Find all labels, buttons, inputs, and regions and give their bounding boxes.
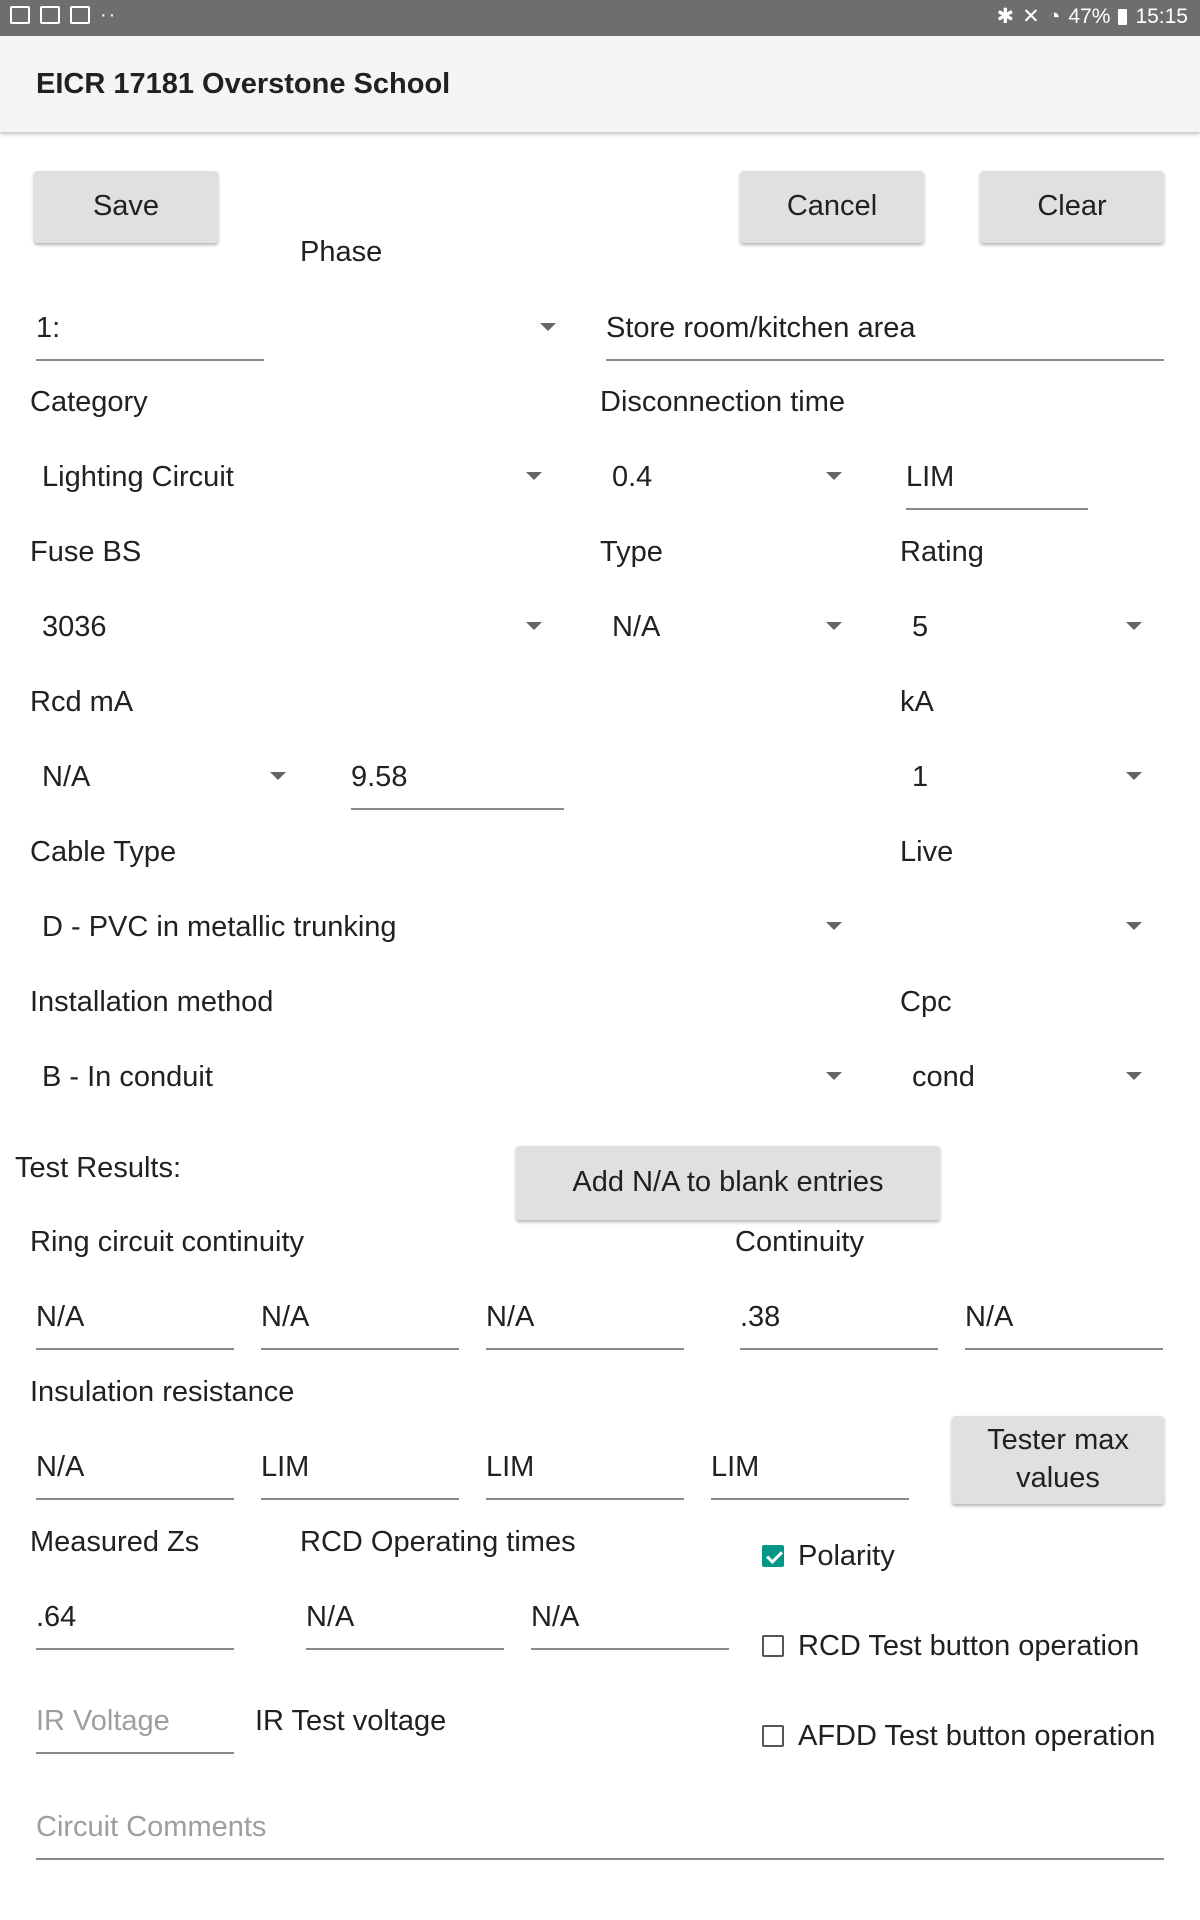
field-underline [531,1648,729,1650]
chevron-down-icon [826,922,842,930]
measured-zs-value: .64 [36,1601,77,1633]
chevron-down-icon [526,622,542,630]
chevron-down-icon [1126,922,1142,930]
insulation-resistance-label: Insulation resistance [30,1376,295,1408]
installation-method-label: Installation method [30,986,274,1018]
image-icon [10,6,30,24]
live-dropdown[interactable] [900,906,1150,960]
installation-method-value: B - In conduit [42,1061,213,1093]
insulation-resistance-field-4[interactable] [711,1446,909,1502]
ring-continuity-field-3[interactable] [486,1296,684,1352]
rcd-operating-time-value-2: N/A [531,1601,580,1633]
category-label: Category [30,386,148,418]
field-underline [36,1498,234,1500]
lim-underline [906,508,1088,510]
type-dropdown[interactable] [600,606,850,660]
rcd-test-button-label: RCD Test button operation [798,1630,1140,1662]
mail-icon [40,6,60,24]
rating-value: 5 [912,611,929,643]
chevron-down-icon [1126,1072,1142,1080]
disconnection-time-label: Disconnection time [600,386,845,418]
rcd-ma-dropdown[interactable] [30,756,294,810]
field-underline [965,1348,1163,1350]
insulation-resistance-value-2: LIM [261,1451,310,1483]
page-title: EICR 17181 Overstone School [36,68,451,100]
polarity-checkbox-row[interactable] [760,1538,1160,1578]
circuit-description-value: Store room/kitchen area [606,312,916,344]
clear-button[interactable]: Clear [980,171,1164,243]
field-underline [261,1498,459,1500]
tester-max-values-button[interactable]: Tester max values [952,1416,1164,1504]
insulation-resistance-value-3: LIM [486,1451,535,1483]
more-icon: ·· [100,4,118,26]
circuit-comments-placeholder: Circuit Comments [36,1811,267,1843]
ring-continuity-value-3: N/A [486,1301,535,1333]
add-na-button[interactable]: Add N/A to blank entries [516,1146,940,1220]
ring-continuity-field-2[interactable] [261,1296,459,1352]
fuse-bs-label: Fuse BS [30,536,142,568]
field-underline [740,1348,938,1350]
polarity-label: Polarity [798,1540,895,1572]
phase-label: Phase [300,236,383,268]
rcd-operating-time-value-1: N/A [306,1601,355,1633]
afdd-test-button-checkbox[interactable] [762,1725,784,1747]
chevron-down-icon [1126,622,1142,630]
measured-zs-field[interactable] [36,1596,234,1652]
category-dropdown[interactable] [30,456,550,510]
rating-dropdown[interactable] [900,606,1150,660]
circuit-comments-field[interactable] [36,1806,1164,1862]
rcd-operating-time-field-2[interactable] [531,1596,729,1652]
continuity-field-1[interactable] [740,1296,938,1352]
cpc-dropdown[interactable] [900,1056,1150,1110]
circuit-description-field[interactable] [606,305,1164,365]
status-bar [0,0,1200,36]
chevron-down-icon [826,1072,842,1080]
rcd-value: 9.58 [351,761,408,793]
type-label: Type [600,536,663,568]
polarity-checkbox[interactable] [762,1545,784,1567]
rating-label: Rating [900,536,984,568]
phase-dropdown[interactable] [36,305,566,365]
chevron-down-icon [826,622,842,630]
afdd-test-button-label: AFDD Test button operation [798,1720,1156,1752]
wifi-icon: ◔ [1047,4,1061,28]
app-bar [0,36,1200,132]
field-underline [36,1752,234,1754]
rcd-operating-times-label: RCD Operating times [300,1526,576,1558]
insulation-resistance-field-3[interactable] [486,1446,684,1502]
disconnection-time-dropdown[interactable] [600,456,850,510]
ka-label: kA [900,686,934,718]
ir-voltage-placeholder: IR Voltage [36,1705,170,1737]
fuse-bs-value: 3036 [42,611,107,643]
bluetooth-icon: ✱ [996,5,1015,28]
field-underline [486,1498,684,1500]
installation-method-dropdown[interactable] [30,1056,850,1110]
test-results-heading: Test Results: [15,1152,181,1184]
continuity-field-2[interactable] [965,1296,1163,1352]
cable-type-label: Cable Type [30,836,177,868]
phase-underline [36,359,264,361]
chevron-down-icon [540,323,556,331]
rcd-operating-time-field-1[interactable] [306,1596,504,1652]
circuit-description-underline [606,359,1164,361]
battery-percent: 47% [1068,4,1111,28]
disconnection-time-value: 0.4 [612,461,653,493]
cpc-value: cond [912,1061,975,1093]
clock: 15:15 [1135,4,1188,28]
chevron-down-icon [526,472,542,480]
ir-test-voltage-label: IR Test voltage [255,1705,447,1737]
rcd-value-field[interactable] [351,756,564,812]
ir-voltage-field[interactable] [36,1700,234,1756]
phase-value: 1: [36,312,61,344]
ring-continuity-value-1: N/A [36,1301,85,1333]
mail-icon [70,6,90,24]
rcd-value-underline [351,808,564,810]
cable-type-value: D - PVC in metallic trunking [42,911,397,943]
continuity-label: Continuity [735,1226,864,1258]
save-button[interactable]: Save [34,171,218,243]
mute-icon: ✕ [1022,5,1040,28]
cable-type-dropdown[interactable] [30,906,850,960]
rcd-test-button-checkbox[interactable] [762,1635,784,1657]
insulation-resistance-field-1[interactable] [36,1446,234,1502]
lim-value: LIM [906,461,955,493]
rcd-test-button-checkbox-row[interactable] [760,1628,1180,1668]
live-label: Live [900,836,954,868]
insulation-resistance-field-2[interactable] [261,1446,459,1502]
continuity-value-2: N/A [965,1301,1014,1333]
field-underline [306,1648,504,1650]
chevron-down-icon [270,772,286,780]
field-underline [36,1858,1164,1860]
field-underline [711,1498,909,1500]
rcd-ma-value: N/A [42,761,91,793]
field-underline [486,1348,684,1350]
insulation-resistance-value-4: LIM [711,1451,760,1483]
cpc-label: Cpc [900,986,952,1018]
chevron-down-icon [826,472,842,480]
afdd-test-button-checkbox-row[interactable] [760,1718,1190,1758]
type-value: N/A [612,611,661,643]
fuse-bs-dropdown[interactable] [30,606,550,660]
ka-value: 1 [912,761,929,793]
field-underline [36,1648,234,1650]
battery-icon [1118,9,1127,25]
lim-field[interactable] [906,456,1090,512]
category-value: Lighting Circuit [42,461,234,493]
ring-continuity-field-1[interactable] [36,1296,234,1352]
ring-continuity-value-2: N/A [261,1301,310,1333]
rcd-ma-label: Rcd mA [30,686,134,718]
field-underline [261,1348,459,1350]
field-underline [36,1348,234,1350]
cancel-button[interactable]: Cancel [740,171,924,243]
chevron-down-icon [1126,772,1142,780]
measured-zs-label: Measured Zs [30,1526,200,1558]
continuity-value-1: .38 [740,1301,781,1333]
ka-dropdown[interactable] [900,756,1150,810]
insulation-resistance-value-1: N/A [36,1451,85,1483]
ring-circuit-continuity-label: Ring circuit continuity [30,1226,304,1258]
